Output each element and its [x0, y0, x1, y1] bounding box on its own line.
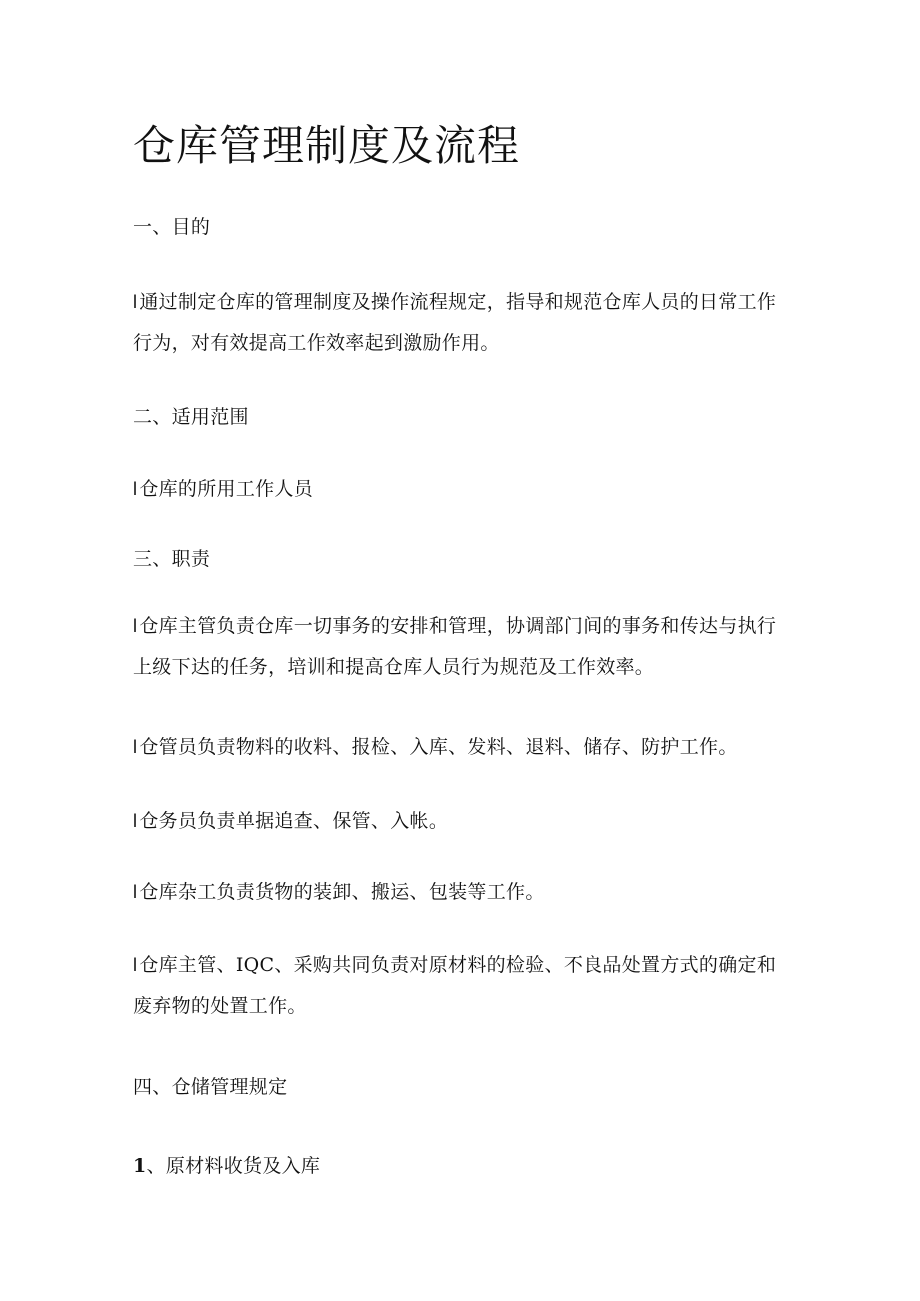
bullet-mark: l — [133, 811, 138, 831]
paragraph-duty-keeper — [133, 734, 738, 760]
subsection-label: 、原材料收货及入库 — [146, 1155, 321, 1177]
paragraph-duty-clerk — [133, 808, 448, 834]
paragraph-text: 通过制定仓库的管理制度及操作流程规定，指导和规范仓库人员的日常工作行为，对有效提高工作效率起到激励作用。 — [133, 291, 777, 354]
bullet-mark: l — [133, 616, 138, 636]
paragraph-scope — [133, 476, 313, 502]
section-heading-storage-rules: 四、仓储管理规定 — [133, 1076, 288, 1098]
bullet-mark: l — [133, 955, 138, 975]
paragraph-text: 仓务员负责单据追查、保管、入帐。 — [139, 810, 449, 832]
paragraph-duty-inspection — [133, 945, 793, 1027]
paragraph-text: 仓库主管、IQC、采购共同负责对原材料的检验、不良品处置方式的确定和废弃物的处置工作。 — [133, 954, 777, 1017]
paragraph-purpose — [133, 282, 793, 364]
paragraph-text: 仓库的所用工作人员 — [139, 478, 314, 500]
paragraph-duty-supervisor — [133, 606, 793, 688]
section-heading-scope: 二、适用范围 — [133, 406, 249, 428]
subsection-number: 1 — [133, 1155, 147, 1177]
subsection-heading-receiving — [133, 1153, 320, 1179]
bullet-mark: l — [133, 882, 138, 902]
bullet-mark: l — [133, 292, 138, 312]
section-heading-purpose: 一、目的 — [133, 216, 211, 238]
section-heading-duties: 三、职责 — [133, 548, 211, 570]
paragraph-duty-laborer — [133, 879, 545, 905]
document-title: 仓库管理制度及流程 — [133, 121, 521, 170]
bullet-mark: l — [133, 737, 138, 757]
paragraph-text: 仓库主管负责仓库一切事务的安排和管理，协调部门间的事务和传达与执行上级下达的任务，培训和提高仓库人员行为规范及工作效率。 — [133, 615, 777, 678]
paragraph-text: 仓管员负责物料的收料、报检、入库、发料、退料、储存、防护工作。 — [139, 736, 738, 758]
paragraph-text: 仓库杂工负责货物的装卸、搬运、包装等工作。 — [139, 881, 545, 903]
bullet-mark: l — [133, 479, 138, 499]
